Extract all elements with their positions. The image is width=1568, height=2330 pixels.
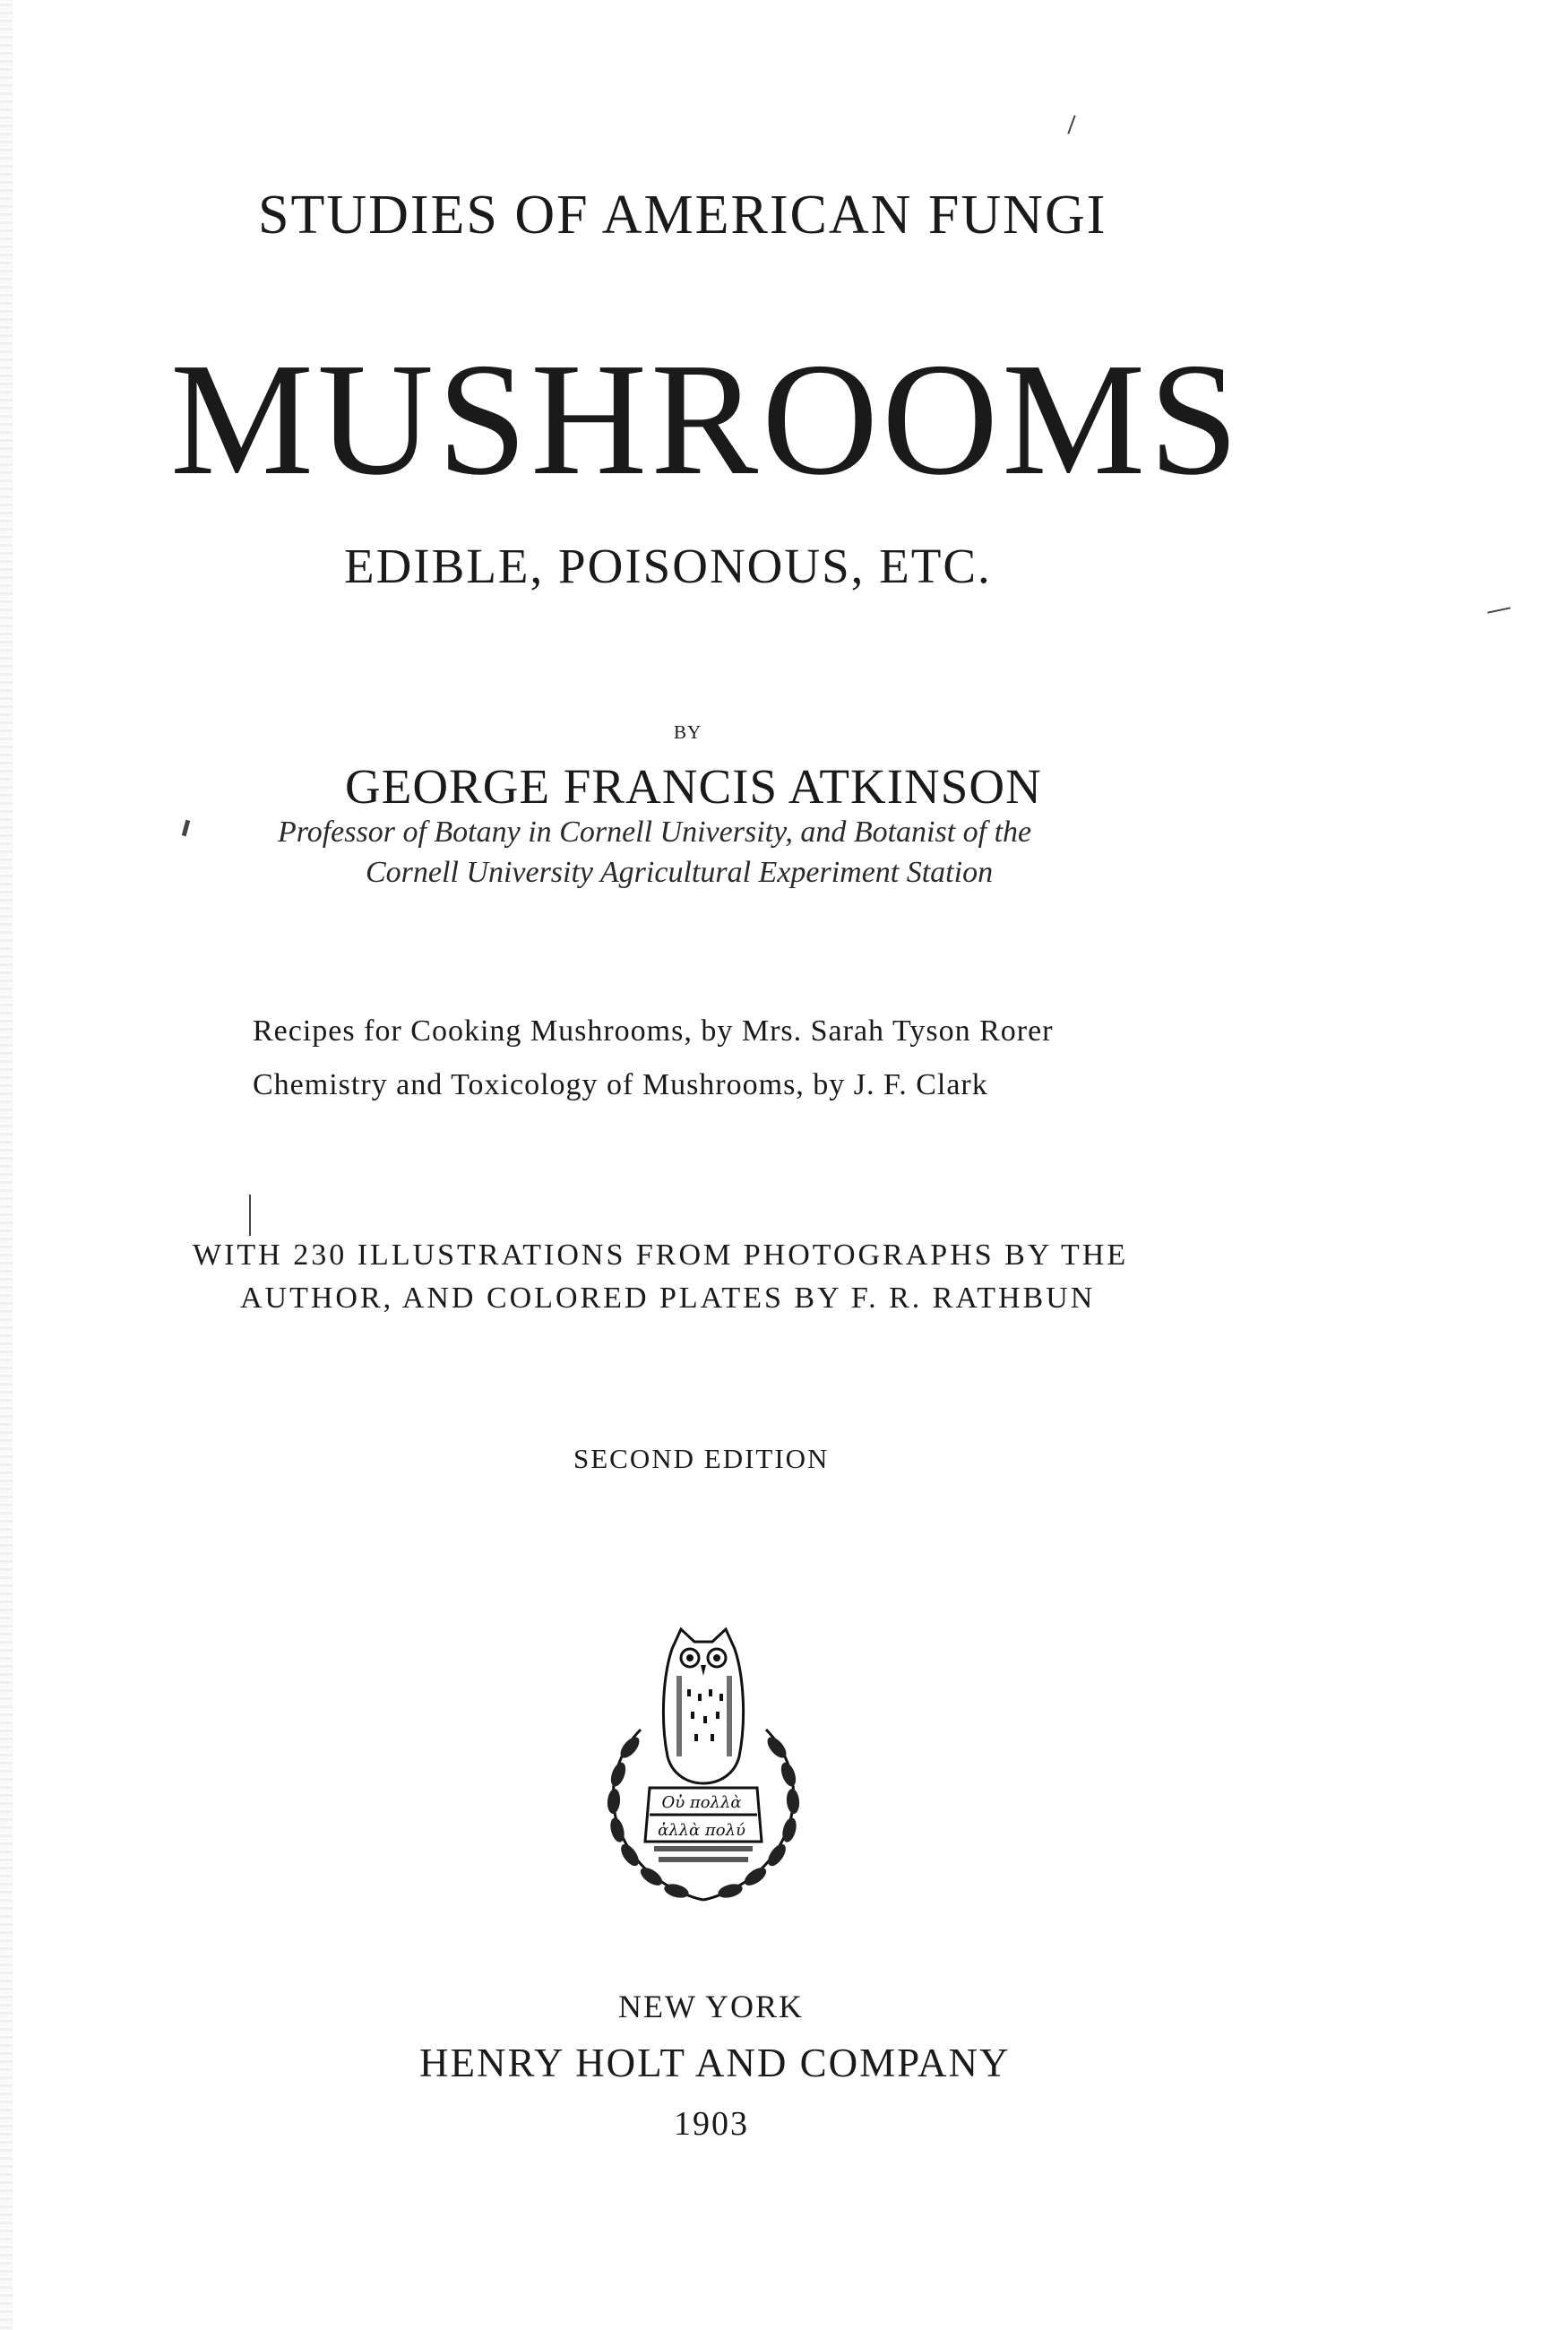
book-subtitle: EDIBLE, POISONOUS, ETC. [344,539,992,593]
contributor-line: Chemistry and Toxicology of Mushrooms, by J. F. Clark [253,1068,988,1101]
owl-wreath-emblem-icon [587,1622,820,1909]
contributor-line: Recipes for Cooking Mushrooms, by Mrs. Sarah Tyson Rorer [253,1014,1054,1048]
author-affiliation-line2: Cornell University Agricultural Experiment Station [366,856,994,889]
stray-mark [249,1195,251,1236]
stray-mark [182,820,190,837]
emblem-motto-line1: Οὐ πολλὰ [661,1793,742,1812]
publication-place: NEW YORK [618,1989,804,2024]
author-affiliation-line1: Professor of Botany in Cornell University, and Botanist of the [278,816,1032,849]
publisher-name: HENRY HOLT AND COMPANY [419,2041,1011,2085]
stray-mark [1487,607,1511,613]
edition-label: SECOND EDITION [573,1443,830,1474]
stray-mark [1067,115,1075,134]
illustrations-note-line1: WITH 230 ILLUSTRATIONS FROM PHOTOGRAPHS BY THE [193,1238,1129,1272]
by-label: BY [674,721,702,743]
publication-year: 1903 [674,2105,749,2143]
series-title: STUDIES OF AMERICAN FUNGI [258,185,1107,246]
emblem-motto-line2: ἀλλὰ πολύ [658,1821,745,1840]
scan-edge [0,0,13,2330]
illustrations-note-line2: AUTHOR, AND COLORED PLATES BY F. R. RATHBUN [240,1282,1096,1315]
book-title: MUSHROOMS [170,330,1243,508]
author-name: GEORGE FRANCIS ATKINSON [345,759,1042,814]
